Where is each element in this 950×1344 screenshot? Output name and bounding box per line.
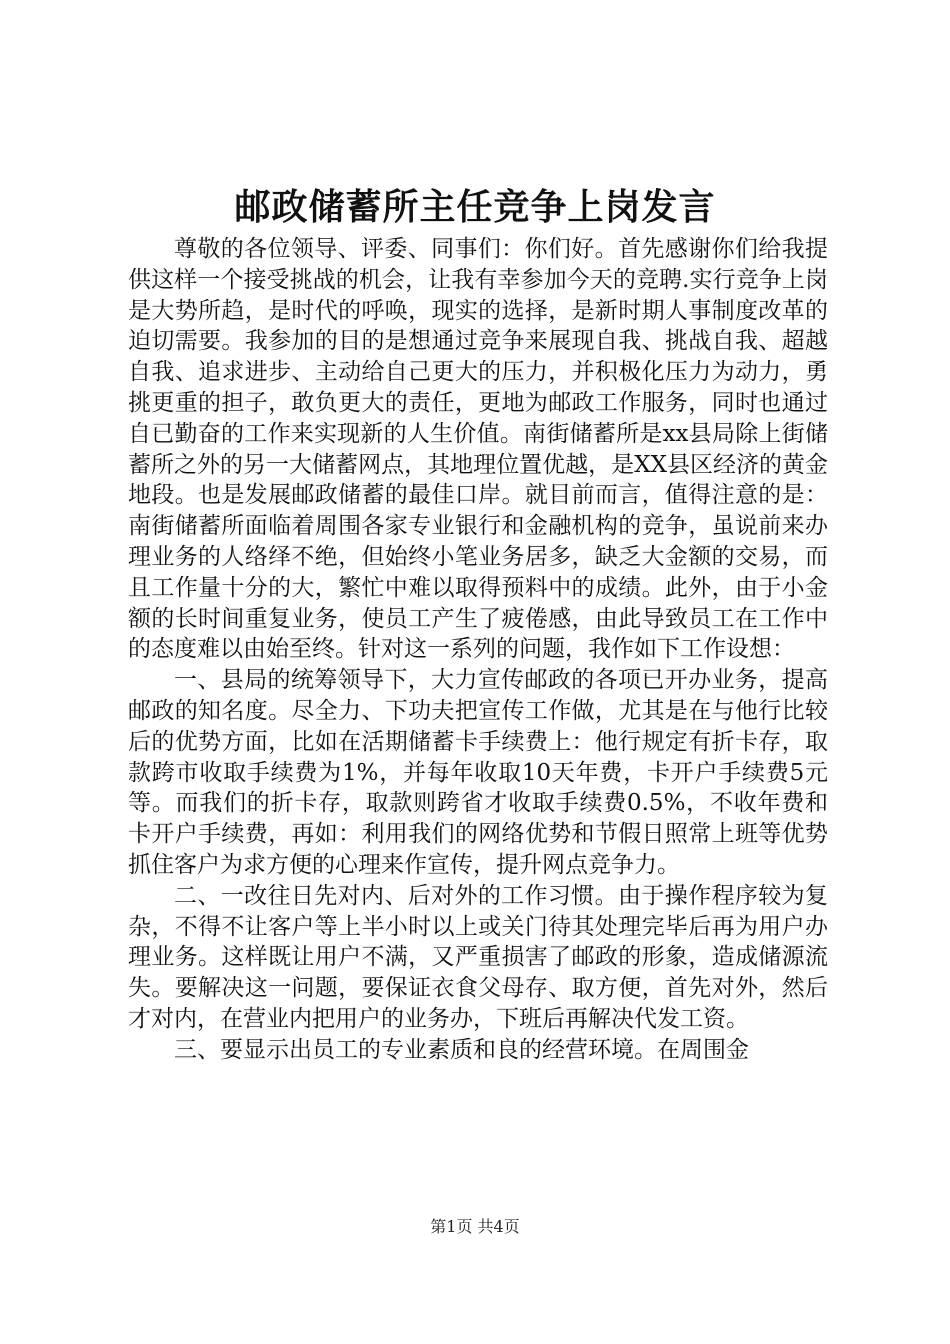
paragraph-point-three: 三、要显示出员工的专业素质和良的经营环境。在周围金 <box>174 1036 749 1063</box>
paragraph-intro: 尊敬的各位领导、评委、同事们：你们好。首先感谢你们给我提供这样一个接受挑战的机会，让我有幸参加今天的竞聘.实行竞争上岗是大势所趋，是时代的呼唤，现实的选择，是新时期人事制度改革的迫切需要。我参加的目的是想通过竞争来展现自我、挑战自我、超越自我、追求进步、主动给自己更大的压力，并积极化压力为动力，勇挑更重的担子，敢负更大的责任，更地为邮政工作服务，同时也通过自已勤奋的工作来实现新的人生价值。南街储蓄所是xx县局除上街储蓄所之外的另一大储蓄网点，其地理位置优越，是XX县区经济的黄金地段。也是发展邮政储蓄的最佳口岸。就目前而言，值得注意的是：南街储蓄所面临着周围各家专业银行和金融机构的竞争，虽说前来办理业务的人络绎不绝，但始终小笔业务居多，缺乏大金额的交易，而且工作量十分的大，繁忙中难以取得预料中的成绩。此外，由于小金额的长时间重复业务，使员工产生了疲倦感，由此导致员工在工作中的态度难以由始至终。针对这一系列的问题，我作如下工作设想： <box>128 236 828 663</box>
paragraph-point-two: 二、一改往日先对内、后对外的工作习惯。由于操作程序较为复杂，不得不让客户等上半小时以上或关门待其处理完毕后再为用户办理业务。这样既让用户不满，又严重损害了邮政的形象，造成储源流失。要解决这一问题，要保证衣食父母存、取方便，首先对外，然后才对内，在营业内把用户的业务办，下班后再解决代发工资。 <box>128 882 828 1032</box>
document-body <box>128 234 828 1066</box>
page-footer: 第1页 共4页 <box>430 1217 520 1236</box>
paragraph-point-one: 一、县局的统筹领导下，大力宣传邮政的各项已开办业务，提高邮政的知名度。尽全力、下功夫把宣传工作做，尤其是在与他行比较后的优势方面，比如在活期储蓄卡手续费上：他行规定有折卡存，取款跨市收取手续费为1%，并每年收取10天年费，卡开户手续费5元等。而我们的折卡存，取款则跨省才收取手续费0.5%，不收年费和卡开户手续费，再如：利用我们的网络优势和节假日照常上班等优势抓住客户为求方便的心理来作宣传，提升网点竞争力。 <box>128 667 828 878</box>
document-title: 邮政储蓄所主任竞争上岗发言 <box>234 186 716 228</box>
